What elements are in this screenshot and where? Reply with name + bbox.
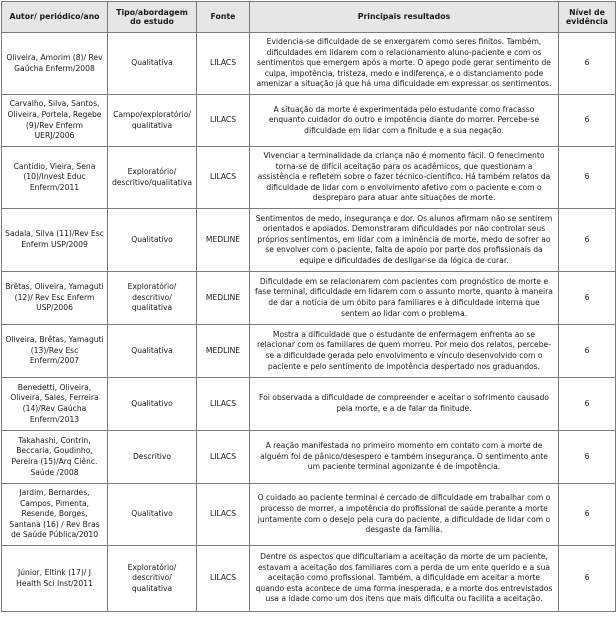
cell-source: LILACS: [197, 147, 250, 209]
header-row: [2, 2, 616, 33]
cell-level: 6: [559, 272, 616, 325]
cell-level: 6: [559, 95, 616, 147]
cell-level: 6: [559, 33, 616, 95]
cell-author: Brêtas, Oliveira, Yamaguti (12)/ Rev Esc Enferm USP/2006: [2, 272, 108, 325]
table-row: [2, 546, 616, 612]
cell-results: Evidencia-se dificuldade de se enxergarem como seres finitos. Também, dificuldades em lidarem com o relacionamento aluno-paciente e com os sentimentos que emergem após a morte. O apego pode gerar sentimento de culpa, impotência, tristeza, medo e indiferença, e o distanciamento pode amenizar a situação já que há uma dificuldade em expressar os sentimentos.: [250, 33, 559, 95]
cell-results: Foi observada a dificuldade de compreender e aceitar o sofrimento causado pela morte, e a de falar da finitude.: [250, 378, 559, 431]
table-header: [2, 2, 616, 33]
table-row: [2, 95, 616, 147]
cell-level: 6: [559, 209, 616, 272]
cell-source: LILACS: [197, 378, 250, 431]
cell-author: Takahashi, Contrin, Beccaria, Goudinho, Pereira (15)/Arq Ciênc. Saúde /2008: [2, 431, 108, 484]
header-results: Principais resultados: [250, 2, 559, 33]
table-body: [2, 33, 616, 612]
cell-level: 6: [559, 431, 616, 484]
cell-type: Exploratório/ descritivo/ qualitativa: [108, 272, 197, 325]
cell-author: Oliveira, Brêtas, Yamaguti (13)/Rev Esc Enferm/2007: [2, 325, 108, 378]
cell-type: Descritivo: [108, 431, 197, 484]
cell-type: Qualitativo: [108, 209, 197, 272]
cell-author: Sadala, Silva (11)/Rev Esc Enferm USP/2009: [2, 209, 108, 272]
header-source: Fonte: [197, 2, 250, 33]
cell-level: 6: [559, 378, 616, 431]
cell-type: Exploratório/ descritivo/qualitativa: [108, 147, 197, 209]
cell-results: Sentimentos de medo, insegurança e dor. Os alunos afirmam não se sentirem orientados e apoiados. Demonstraram dificuldades por não controlar seus próprios sentimentos, em lidar com a iminência de morte, medo de sofrer ao se envolver com o paciente, falta de apoio por parte dos profissionais da equipe e dificuldades de desligar-se da lógica de curar.: [250, 209, 559, 272]
table-row: [2, 209, 616, 272]
cell-results: Dificuldade em se relacionarem com pacientes com prognóstico de morte e fase terminal, dificuldade em lidarem com o assunto morte, quanto à maneira de dar a notícia de um óbito para familiares e à dificuldade interna que sentem ao lidar com o problema.: [250, 272, 559, 325]
cell-results: Vivenciar a terminalidade da criança não é momento fácil. O fenecimento torna-se de difícil aceitação para os acadêmicos, que questionam a assistência e refletem sobre o fazer técnico-científico. Há também relatos da dificuldade de lidar com o envolvimento afetivo com o paciente e com o despreparo para atuar ante situações de morte.: [250, 147, 559, 209]
cell-author: Cantídio, Vieira, Sena (10)/Invest Educ Enferm/2011: [2, 147, 108, 209]
cell-level: 6: [559, 147, 616, 209]
cell-results: A reação manifestada no primeiro momento em contato com a morte de alguém foi de pânico/desespero e também insegurança. O sentimento ante um paciente terminal agonizante é de impotência.: [250, 431, 559, 484]
cell-author: Carvalho, Silva, Santos, Oliveira, Portela, Regebe (9)/Rev Enferm UERJ/2006: [2, 95, 108, 147]
cell-results: O cuidado ao paciente terminal é cercado de dificuldade em trabalhar com o processo de morrer, a impotência do profissional de saúde perante a morte juntamente com o desejo pela cura do paciente, a dificuldade de lidar com o desgaste da família.: [250, 484, 559, 546]
table-row: [2, 33, 616, 95]
results-table: [1, 1, 616, 612]
table-row: [2, 147, 616, 209]
cell-author: Oliveira, Amorim (8)/ Rev Gaúcha Enferm/2008: [2, 33, 108, 95]
cell-source: LILACS: [197, 484, 250, 546]
cell-level: 6: [559, 546, 616, 612]
cell-type: Qualitativa: [108, 33, 197, 95]
cell-type: Qualitativa: [108, 325, 197, 378]
header-level: Nível de evidência: [559, 2, 616, 33]
table-row: [2, 272, 616, 325]
cell-source: LILACS: [197, 431, 250, 484]
cell-source: MEDLINE: [197, 272, 250, 325]
cell-level: 6: [559, 325, 616, 378]
cell-source: MEDLINE: [197, 325, 250, 378]
header-author: Autor/ periódico/ano: [2, 2, 108, 33]
header-type: Tipo/abordagem do estudo: [108, 2, 197, 33]
cell-results: A situação da morte é experimentada pelo estudante como fracasso enquanto cuidador do outro e impotência diante do morrer. Percebe-se dificuldade em lidar com a finitude e a sua negação.: [250, 95, 559, 147]
cell-author: Júnior, Eltink (17)/ J Health Sci Inst/2011: [2, 546, 108, 612]
table-row: [2, 484, 616, 546]
cell-type: Qualitativo: [108, 378, 197, 431]
cell-type: Qualitativo: [108, 484, 197, 546]
cell-results: Dentre os aspectos que dificultariam a aceitação da morte de um paciente, estavam a aceitação dos familiares com a perda de um ente querido e a sua aceitação como profissional. Também, a dificuldade em aceitar a morte quando esta acontece de uma forma inesperada, e a morte dos entrevistados usa a idade como um dos itens que mais dificulta ou facilita a aceitação.: [250, 546, 559, 612]
cell-source: LILACS: [197, 546, 250, 612]
cell-author: Jardim, Bernardes, Campos, Pimenta, Resende, Borges, Santana (16) / Rev Bras de Saúde Pública/2010: [2, 484, 108, 546]
cell-source: LILACS: [197, 95, 250, 147]
cell-author: Benedetti, Oliveira, Oliveira, Sales, Ferreira (14)/Rev Gaúcha Enferm/2013: [2, 378, 108, 431]
table-row: [2, 325, 616, 378]
cell-type: Exploratório/ descritivo/ qualitativa: [108, 546, 197, 612]
cell-source: LILACS: [197, 33, 250, 95]
cell-level: 6: [559, 484, 616, 546]
cell-type: Campo/exploratório/ qualitativa: [108, 95, 197, 147]
cell-results: Mostra a dificuldade que o estudante de enfermagem enfrenta ao se relacionar com os familiares de quem morreu. Por meio dos relatos, percebe-se a dificuldade gerada pelo envolvimento e vínculo desenvolvido com o paciente e pelo sentimento de impotência despertado nos graduandos.: [250, 325, 559, 378]
table-row: [2, 378, 616, 431]
table-row: [2, 431, 616, 484]
cell-source: MEDLINE: [197, 209, 250, 272]
